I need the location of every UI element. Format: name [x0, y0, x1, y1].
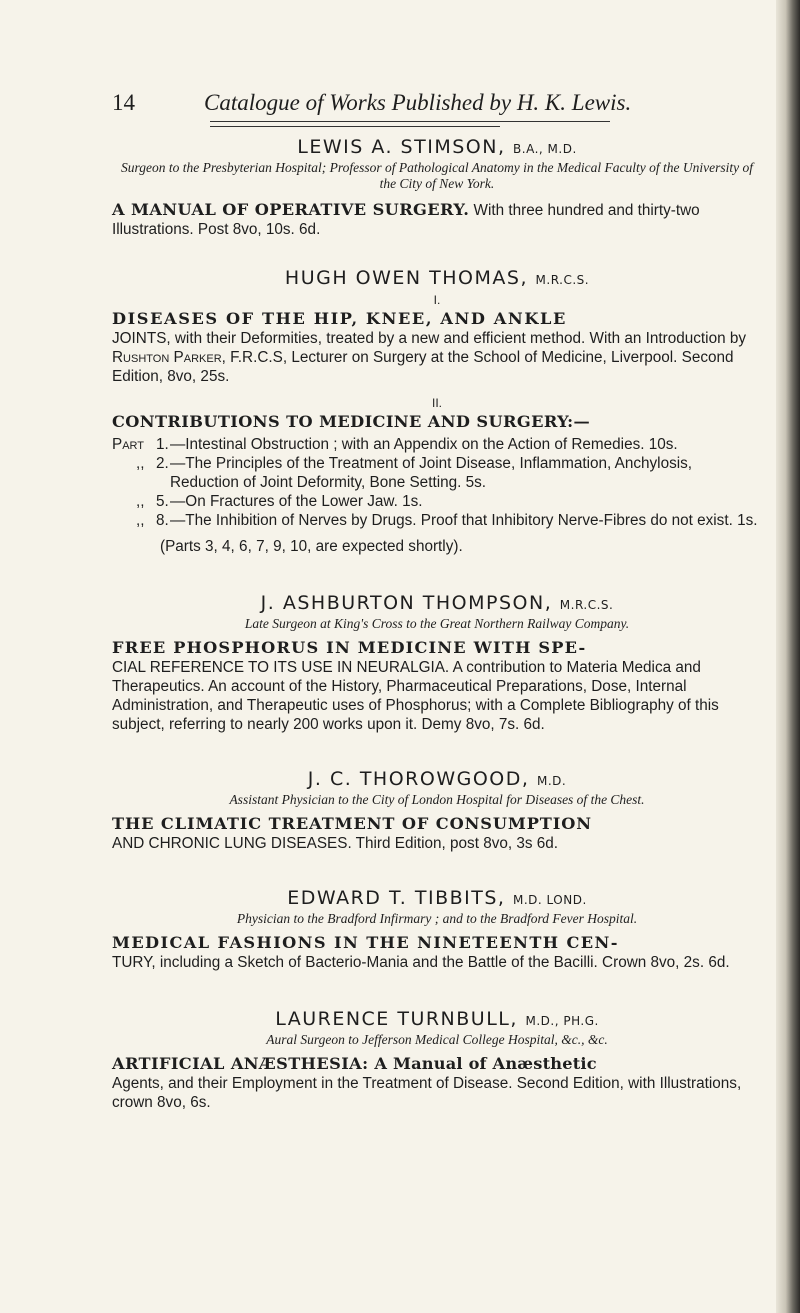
- book-title: FREE PHOSPHORUS IN MEDICINE WITH SPE-: [112, 638, 587, 657]
- author-affiliation: Physician to the Bradford Infirmary ; and to the Bradford Fever Hospital.: [236, 911, 638, 926]
- author-affiliation: Late Surgeon at King's Cross to the Great Northern Railway Company.: [244, 616, 630, 631]
- book-description: With three hundred and thirty-two Illustrations. Post 8vo, 10s. 6d.: [112, 202, 700, 238]
- page-number: 14: [112, 90, 135, 115]
- author-heading: [112, 592, 762, 614]
- author-affiliation: Assistant Physician to the City of London Hospital for Diseases of the Chest.: [229, 792, 645, 807]
- author-degrees: M.R.C.S.: [559, 598, 614, 612]
- author-heading: [112, 267, 762, 289]
- author-heading: [112, 768, 762, 790]
- book-entry: [112, 1054, 762, 1112]
- section-numeral: II.: [431, 396, 442, 410]
- author-name: J. C. THOROWGOOD,: [307, 768, 530, 790]
- part-number: 5.: [156, 493, 169, 510]
- part-text: —Intestinal Obstruction ; with an Appendix on the Action of Remedies. 10s.: [170, 436, 678, 453]
- part-text: —The Inhibition of Nerves by Drugs. Proof that Inhibitory Nerve-Fibres do not exist. 1s.: [170, 512, 758, 529]
- book-entry: [112, 933, 762, 972]
- author-heading: [112, 136, 762, 158]
- book-title: THE CLIMATIC TREATMENT OF CONSUMPTION: [112, 814, 592, 833]
- author-heading: [112, 1008, 762, 1030]
- book-entry: [112, 638, 762, 734]
- entry-tibbits: [112, 887, 762, 972]
- book-entry: [112, 814, 762, 853]
- book-title: ARTIFICIAL ANÆSTHESIA:: [112, 1054, 369, 1073]
- book-binding-edge: [776, 0, 800, 1313]
- author-heading: [112, 887, 762, 909]
- book-subtitle: A Manual of Anæsthetic: [368, 1054, 597, 1073]
- entry-ashburton-thompson: [112, 592, 762, 734]
- author-degrees: B.A., M.D.: [513, 142, 577, 156]
- author-name: J. ASHBURTON THOMPSON,: [260, 592, 553, 614]
- author-degrees: M.D. LOND.: [513, 893, 587, 907]
- book-title: DISEASES OF THE HIP, KNEE, AND ANKLE: [112, 309, 567, 328]
- book-description: Agents, and their Employment in the Treatment of Disease. Second Edition, with Illustrations, crown 8vo, 6s.: [112, 1075, 742, 1111]
- part-text: —The Principles of the Treatment of Joint Disease, Inflammation, Anchylosis, Reduction of Joint Deformity, Bone Setting. 5s.: [170, 455, 693, 491]
- author-degrees: M.D.: [536, 774, 567, 788]
- part-label: ,,: [136, 455, 145, 472]
- author-affiliation: Surgeon to the Presbyterian Hospital; Professor of Pathological Anatomy in the Medical Faculty of the University of the City of New York.: [121, 160, 753, 191]
- part-label: ,,: [136, 493, 145, 510]
- book-title: CONTRIBUTIONS TO MEDICINE AND SURGERY:—: [112, 412, 591, 431]
- book-title: MEDICAL FASHIONS IN THE NINETEENTH CEN-: [112, 933, 619, 952]
- author-affiliation: Aural Surgeon to Jefferson Medical College Hospital, &c., &c.: [266, 1032, 608, 1047]
- book-description: CIAL REFERENCE TO ITS USE IN NEURALGIA. A contribution to Materia Medica and Therapeutics. An account of the History, Pharmaceutical Preparations, Dose, Internal Administration, and Therapeutic uses of Phosphorus; with a Complete Bibliography of this subject, referring to nearly 200 works upon it. Demy 8vo, 7s. 6d.: [112, 659, 719, 733]
- header-rule: [210, 121, 610, 122]
- parts-note: (Parts 3, 4, 6, 7, 9, 10, are expected shortly).: [160, 538, 463, 555]
- part-text: —On Fractures of the Lower Jaw. 1s.: [170, 493, 423, 510]
- part-label: ,,: [136, 512, 145, 529]
- book-description: TURY, including a Sketch of Bacterio-Mania and the Battle of the Bacilli. Crown 8vo, 2s. 6d.: [112, 954, 730, 971]
- book-title: A MANUAL OF OPERATIVE SURGERY.: [112, 200, 470, 219]
- list-item: [112, 511, 762, 530]
- book-description-name: Rushton Parker: [112, 349, 222, 366]
- author-name: LEWIS A. STIMSON,: [297, 136, 506, 158]
- book-entry: [112, 200, 762, 239]
- running-title: Catalogue of Works Published by H. K. Lewis.: [204, 90, 632, 115]
- author-name: LAURENCE TURNBULL,: [275, 1008, 518, 1030]
- list-item: [112, 435, 762, 454]
- author-name: HUGH OWEN THOMAS,: [284, 267, 528, 289]
- list-item: [112, 492, 762, 511]
- part-number: 8.: [156, 512, 169, 529]
- section-numeral: I.: [433, 293, 441, 307]
- entry-stimson: [112, 136, 762, 239]
- part-number: 2.: [156, 455, 169, 472]
- catalogue-content: [112, 126, 762, 1112]
- author-degrees: M.R.C.S.: [535, 273, 590, 287]
- entry-thorowgood: [112, 768, 762, 853]
- book-entry: [112, 309, 762, 386]
- parts-list: [112, 435, 762, 530]
- book-entry: [112, 412, 762, 432]
- book-description: AND CHRONIC LUNG DISEASES. Third Edition, post 8vo, 3s 6d.: [112, 835, 559, 852]
- author-name: EDWARD T. TIBBITS,: [287, 887, 506, 909]
- entry-thomas: [112, 267, 762, 556]
- book-description-pre: JOINTS, with their Deformities, treated by a new and efficient method. With an Introduction by: [112, 330, 746, 347]
- list-item: [112, 454, 762, 492]
- part-number: 1.: [156, 436, 169, 453]
- part-label: Part: [112, 436, 145, 453]
- author-degrees: M.D., PH.G.: [525, 1014, 599, 1028]
- entry-turnbull: [112, 1008, 762, 1112]
- book-description-post: , F.R.C.S, Lecturer on Surgery at the School of Medicine, Liverpool. Second Edition, 8vo, 25s.: [112, 349, 734, 385]
